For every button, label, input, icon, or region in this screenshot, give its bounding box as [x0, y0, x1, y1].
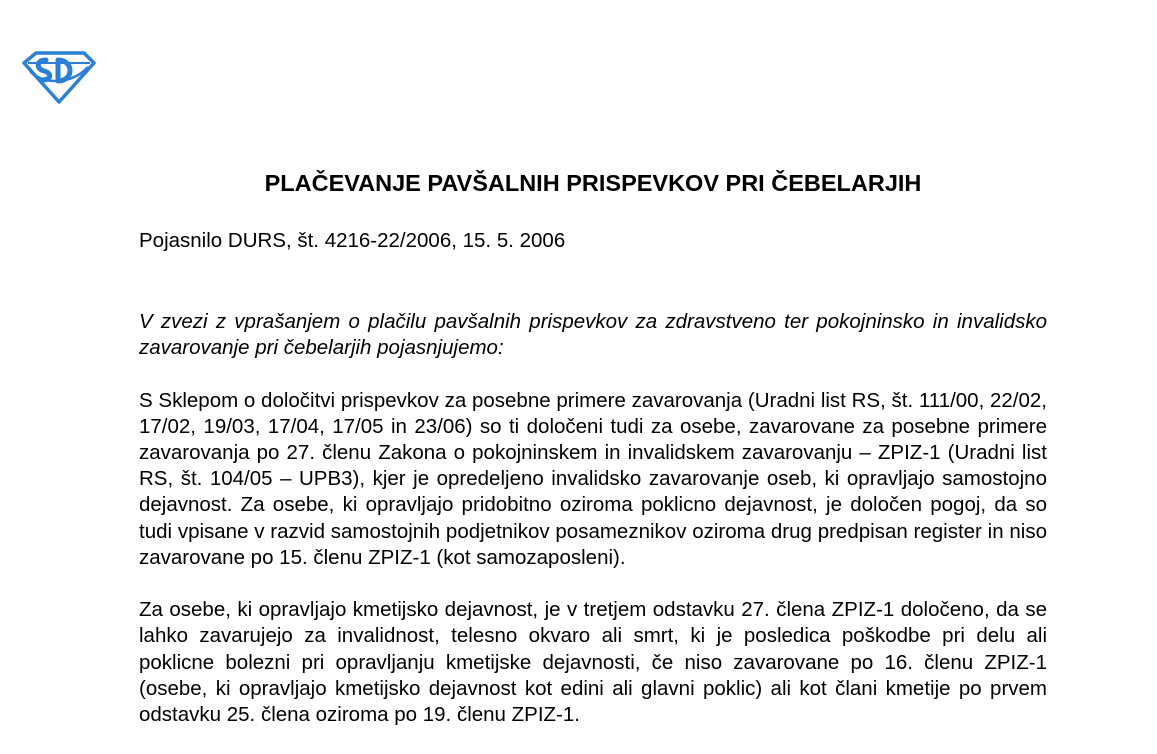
document-body: [139, 309, 1047, 754]
document-subtitle: Pojasnilo DURS, št. 4216-22/2006, 15. 5. 2006: [139, 229, 566, 252]
intro-paragraph: V zvezi z vprašanjem o plačilu pavšalnih prispevkov za zdravstveno ter pokojninsko in invalidsko zavarovanje pri čebelarjih pojasnjujemo:: [139, 310, 1047, 360]
body-paragraph: Za osebe, ki opravljajo kmetijsko dejavnost, je v tretjem odstavku 27. člena ZPIZ-1 določeno, da se lahko zavarujejo za invalidnost, telesno okvaro ali smrt, ki je posledica poškodbe pri delu ali poklicne bolezni pri opravljanju kmetijske dejavnosti, če niso zavarovane po 16. členu ZPIZ-1 (osebe, ki opravljajo kmetijsko dejavnost kot edini ali glavni poklic) ali kot člani kmetije po prvem odstavku 25. člena oziroma po 19. členu ZPIZ-1.: [139, 598, 1047, 727]
body-paragraph: S Sklepom o določitvi prispevkov za posebne primere zavarovanja (Uradni list RS, št. 111/00, 22/02, 17/02, 19/03, 17/04, 17/05 in 23/06) so ti določeni tudi za osebe, zavarovane za posebne primere zavarovanja po 27. členu Zakona o pokojninskem in invalidskem zavarovanju – ZPIZ-1 (Uradni list RS, št. 104/05 – UPB3), kjer je opredeljeno invalidsko zavarovanje oseb, ki opravljajo samostojno dejavnost. Za osebe, ki opravljajo pridobitno oziroma poklicno dejavnost, je določen pogoj, da so tudi vpisane v razvid samostojnih podjetnikov posameznikov oziroma drug predpisan register in niso zavarovane po 15. členu ZPIZ-1 (kot samozaposleni).: [139, 388, 1047, 569]
logo-icon: [22, 49, 96, 105]
document-title: PLAČEVANJE PAVŠALNIH PRISPEVKOV PRI ČEBELARJIH: [264, 170, 922, 196]
logo: [22, 49, 96, 105]
